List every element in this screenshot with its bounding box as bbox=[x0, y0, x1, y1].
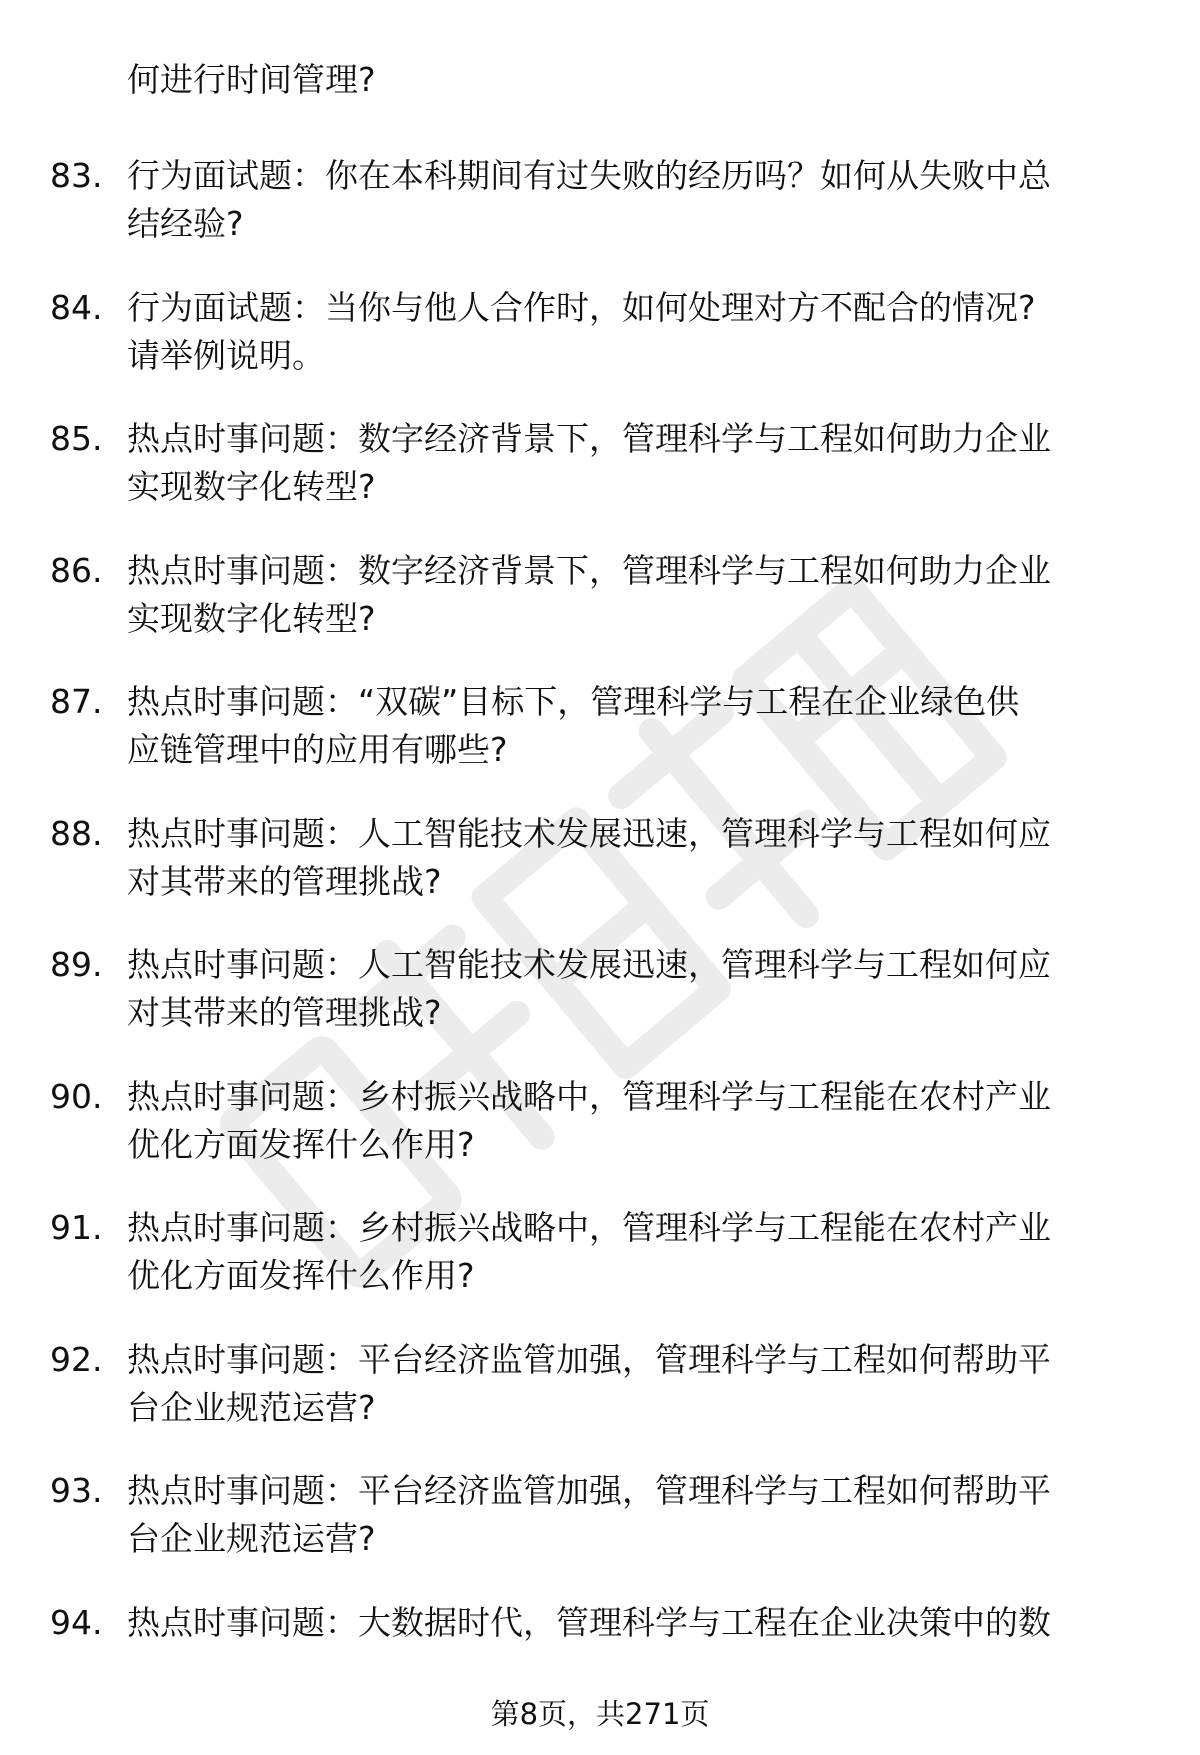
question-number: 85. bbox=[50, 419, 103, 458]
question-text bbox=[127, 1073, 1150, 1169]
question-text-line: 实现数字化转型? bbox=[127, 467, 376, 506]
question-number: 90. bbox=[50, 1076, 103, 1116]
question-text-line: 热点时事问题：大数据时代，管理科学与工程在企业决策中的数 bbox=[127, 1602, 1051, 1642]
page-footer: 第8页，共271页 bbox=[490, 1697, 710, 1731]
question-text-line: 热点时事问题：平台经济监管加强，管理科学与工程如何帮助平 bbox=[127, 1339, 1051, 1379]
question-number: 94. bbox=[50, 1602, 103, 1642]
question-text-line: 行为面试题：当你与他人合作时，如何处理对方不配合的情况? bbox=[127, 287, 1036, 327]
question-text bbox=[127, 1336, 1150, 1432]
question-number: 88. bbox=[50, 813, 103, 853]
question-number: 93. bbox=[50, 1471, 103, 1510]
question-text-line: 热点时事问题：数字经济背景下，管理科学与工程如何助力企业 bbox=[127, 550, 1051, 590]
question-text-line: 请举例说明。 bbox=[127, 335, 325, 375]
question-text-line: 应链管理中的应用有哪些? bbox=[127, 730, 508, 769]
continued-question-text: 何进行时间管理? bbox=[127, 60, 376, 99]
question-text bbox=[127, 1204, 1150, 1300]
question-number: 83. bbox=[50, 156, 103, 195]
question-item bbox=[50, 1073, 1150, 1169]
question-text bbox=[127, 1599, 1150, 1647]
question-item bbox=[50, 284, 1150, 380]
question-text-line: 结经验? bbox=[127, 204, 244, 243]
question-text bbox=[127, 678, 1150, 774]
question-item bbox=[50, 415, 1150, 511]
question-text-line: 优化方面发挥什么作用? bbox=[127, 1124, 475, 1164]
question-number: 84. bbox=[50, 287, 103, 327]
question-list bbox=[50, 152, 1150, 1730]
question-text-line: 热点时事问题：人工智能技术发展迅速，管理科学与工程如何应 bbox=[127, 945, 1051, 984]
question-text bbox=[127, 1467, 1150, 1563]
question-text-line: 优化方面发挥什么作用? bbox=[127, 1256, 475, 1295]
question-item bbox=[50, 810, 1150, 906]
question-item bbox=[50, 1467, 1150, 1563]
question-text-line: 台企业规范运营? bbox=[127, 1387, 376, 1427]
question-text-line: 对其带来的管理挑战? bbox=[127, 993, 442, 1032]
question-text bbox=[127, 152, 1150, 248]
question-text bbox=[127, 941, 1150, 1037]
question-text-line: 热点时事问题：乡村振兴战略中，管理科学与工程能在农村产业 bbox=[127, 1208, 1051, 1247]
question-number: 87. bbox=[50, 682, 103, 721]
question-number: 92. bbox=[50, 1339, 103, 1379]
question-text-line: 热点时事问题：人工智能技术发展迅速，管理科学与工程如何应 bbox=[127, 813, 1051, 853]
question-item bbox=[50, 547, 1150, 643]
question-item bbox=[50, 152, 1150, 248]
question-text-line: 热点时事问题：数字经济背景下，管理科学与工程如何助力企业 bbox=[127, 419, 1051, 458]
question-item bbox=[50, 1599, 1150, 1695]
question-text bbox=[127, 547, 1150, 643]
question-item bbox=[50, 1336, 1150, 1432]
question-text bbox=[127, 810, 1150, 906]
question-text-line: 实现数字化转型? bbox=[127, 598, 376, 638]
question-text bbox=[127, 415, 1150, 511]
question-number: 89. bbox=[50, 945, 103, 984]
question-number: 91. bbox=[50, 1208, 103, 1247]
question-text-line: 行为面试题：你在本科期间有过失败的经历吗？如何从失败中总 bbox=[127, 156, 1051, 195]
question-item bbox=[50, 941, 1150, 1037]
question-text-line: 热点时事问题：“双碳”目标下，管理科学与工程在企业绿色供 bbox=[127, 682, 1020, 721]
question-text-line: 台企业规范运营? bbox=[127, 1519, 376, 1558]
question-item bbox=[50, 678, 1150, 774]
question-item bbox=[50, 1204, 1150, 1300]
question-text bbox=[127, 284, 1150, 380]
question-number: 86. bbox=[50, 550, 103, 590]
question-text-line: 对其带来的管理挑战? bbox=[127, 861, 442, 901]
question-text-line: 热点时事问题：平台经济监管加强，管理科学与工程如何帮助平 bbox=[127, 1471, 1051, 1510]
question-text-line: 热点时事问题：乡村振兴战略中，管理科学与工程能在农村产业 bbox=[127, 1076, 1051, 1116]
